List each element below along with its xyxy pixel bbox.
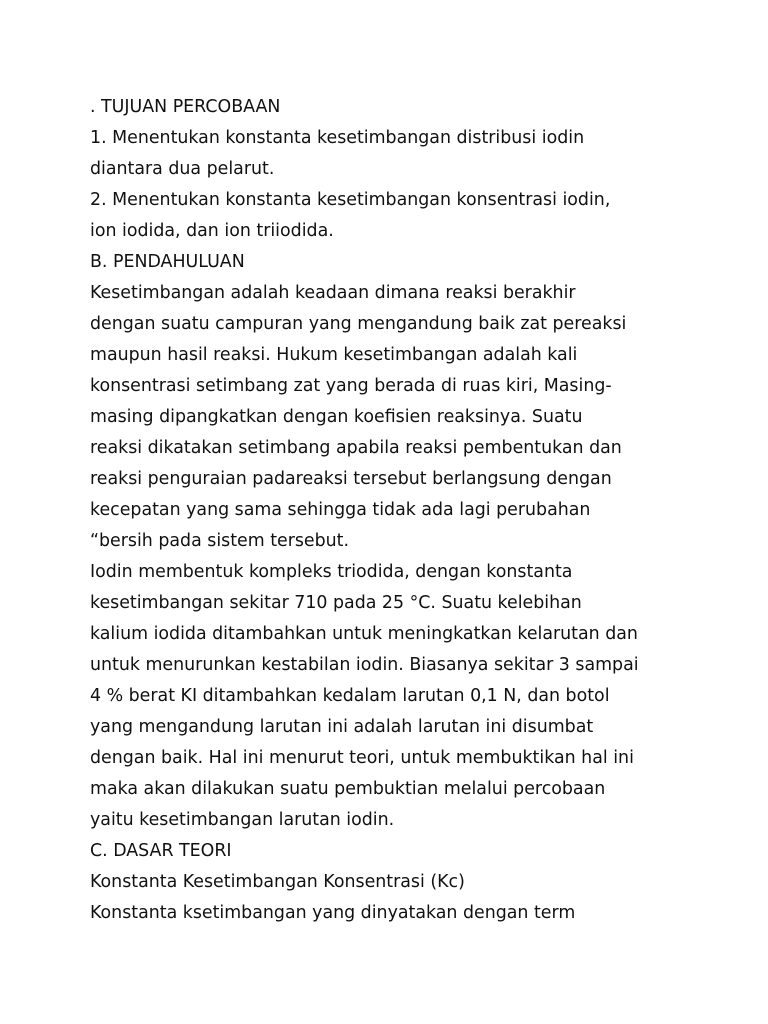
text-line: 4 % berat KI ditambahkan kedalam larutan 0,1 N, dan botol [90,686,610,706]
text-line: konsentrasi setimbang zat yang berada di ruas kiri, Masing- [90,376,612,396]
heading-pendahuluan: B. PENDAHULUAN [90,252,245,272]
text-line: reaksi dikatakan setimbang apabila reaksi pembentukan dan [90,438,622,458]
text-line: 2. Menentukan konstanta kesetimbangan konsentrasi iodin, [90,190,611,210]
text-line: diantara dua pelarut. [90,159,275,179]
heading-tujuan-percobaan: . TUJUAN PERCOBAAN [90,97,281,117]
text-line: 1. Menentukan konstanta kesetimbangan distribusi iodin [90,128,585,148]
text-line: kecepatan yang sama sehingga tidak ada lagi perubahan [90,500,591,520]
text-line: maupun hasil reaksi. Hukum kesetimbangan adalah kali [90,345,578,365]
text-line: Konstanta ksetimbangan yang dinyatakan dengan term [90,903,576,923]
text-line: yaitu kesetimbangan larutan iodin. [90,810,395,830]
text-line: reaksi penguraian padareaksi tersebut berlangsung dengan [90,469,612,489]
text-line: untuk menurunkan kestabilan iodin. Biasanya sekitar 3 sampai [90,655,639,675]
text-line: kesetimbangan sekitar 710 pada 25 °C. Suatu kelebihan [90,593,582,613]
subheading-konstanta-kc: Konstanta Kesetimbangan Konsentrasi (Kc) [90,872,465,892]
text-line: Kesetimbangan adalah keadaan dimana reaksi berakhir [90,283,576,303]
text-line: Iodin membentuk kompleks triodida, dengan konstanta [90,562,573,582]
text-line: maka akan dilakukan suatu pembuktian melalui percobaan [90,779,606,799]
heading-dasar-teori: C. DASAR TEORI [90,841,232,861]
document-body [90,92,750,929]
text-line: dengan suatu campuran yang mengandung baik zat pereaksi [90,314,627,334]
text-line: “bersih pada sistem tersebut. [90,531,350,551]
text-line: masing dipangkatkan dengan koefisien reaksinya. Suatu [90,407,583,427]
text-line: yang mengandung larutan ini adalah larutan ini disumbat [90,717,594,737]
text-line: kalium iodida ditambahkan untuk meningkatkan kelarutan dan [90,624,638,644]
text-line: dengan baik. Hal ini menurut teori, untuk membuktikan hal ini [90,748,634,768]
text-line: ion iodida, dan ion triiodida. [90,221,334,241]
